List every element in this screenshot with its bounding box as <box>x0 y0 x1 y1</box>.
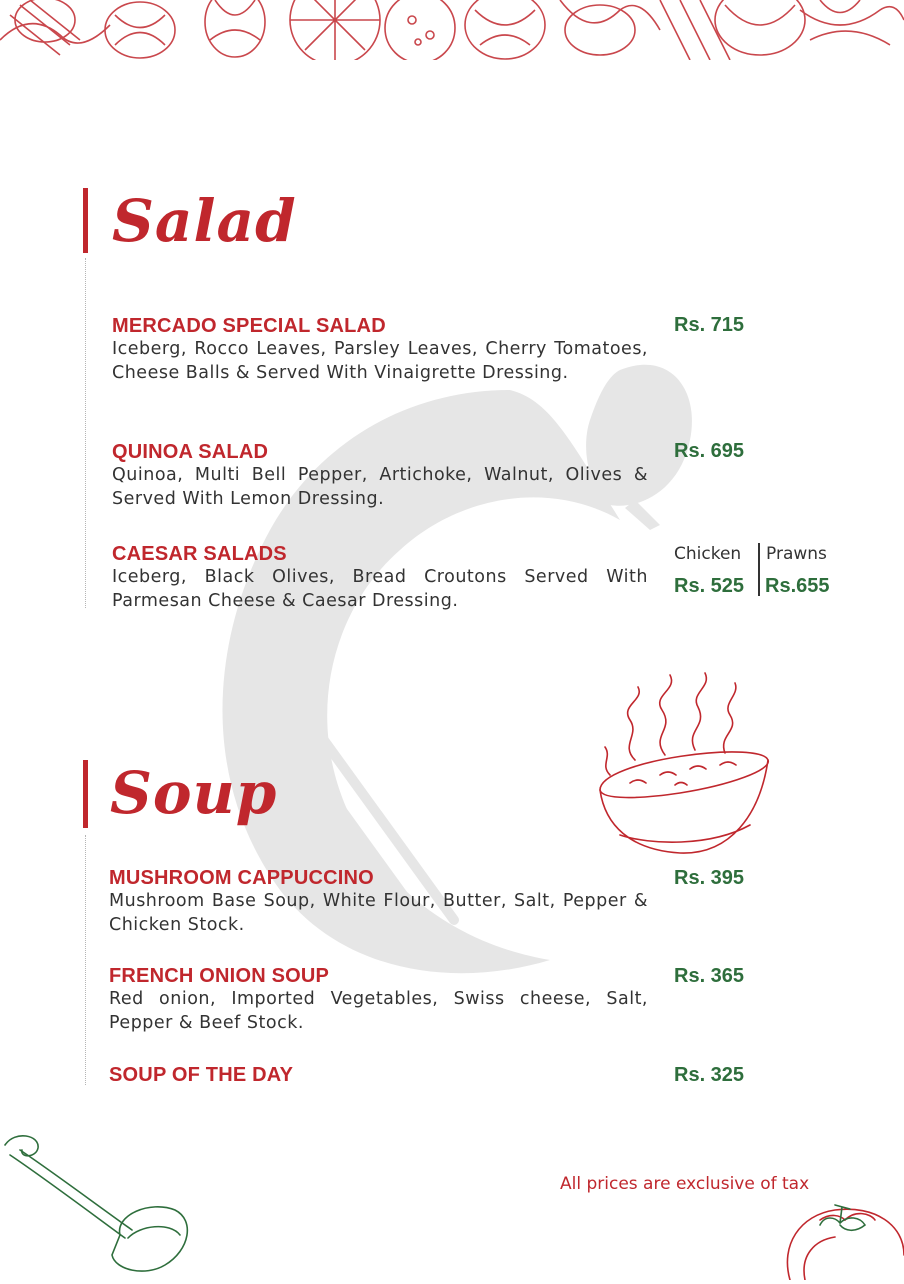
caesar-prawns-label: Prawns <box>766 544 827 564</box>
quinoa-salad-price: Rs. 695 <box>674 440 745 462</box>
quinoa-salad-desc: Quinoa, Multi Bell Pepper, Artichoke, Walnut, Olives & Served With Lemon Dressing. <box>112 465 648 509</box>
soup-bowl-sketch-icon <box>590 665 775 865</box>
caesar-chicken-price: Rs. 525 <box>674 575 745 597</box>
caesar-salads-name: CAESAR SALADS <box>112 543 287 565</box>
caesar-prawns-price: Rs.655 <box>765 575 830 597</box>
soup-of-the-day-price: Rs. 325 <box>674 1064 745 1086</box>
quinoa-salad-name: QUINOA SALAD <box>112 441 269 463</box>
soup-section-title: Soup <box>110 759 278 827</box>
french-onion-soup-desc: Red onion, Imported Vegetables, Swiss cheese, Salt, Pepper & Beef Stock. <box>109 989 648 1033</box>
ladle-sketch-icon <box>0 1130 200 1280</box>
french-onion-soup-name: FRENCH ONION SOUP <box>109 965 330 987</box>
tomato-sketch-icon <box>780 1185 904 1280</box>
salad-dotted-rule <box>85 258 86 608</box>
caesar-chicken-label: Chicken <box>674 544 742 564</box>
mushroom-cappuccino-name: MUSHROOM CAPPUCCINO <box>109 867 374 889</box>
mushroom-cappuccino-desc: Mushroom Base Soup, White Flour, Butter, Salt, Pepper & Chicken Stock. <box>109 891 648 935</box>
soup-dotted-rule <box>85 835 86 1085</box>
soup-section-bar <box>83 760 88 828</box>
mercado-special-salad-name: MERCADO SPECIAL SALAD <box>112 315 386 337</box>
mercado-special-salad-desc: Iceberg, Rocco Leaves, Parsley Leaves, Cherry Tomatoes, Cheese Balls & Served With Vinaigrette Dressing. <box>112 339 648 383</box>
tax-note: All prices are exclusive of tax <box>560 1174 810 1194</box>
mercado-special-salad-price: Rs. 715 <box>674 314 745 336</box>
salad-section-bar <box>83 188 88 253</box>
mushroom-cappuccino-price: Rs. 395 <box>674 867 745 889</box>
vegetable-sketch-band-icon <box>0 0 904 60</box>
salad-section-title: Salad <box>112 187 297 255</box>
french-onion-soup-price: Rs. 365 <box>674 965 745 987</box>
caesar-salads-desc: Iceberg, Black Olives, Bread Croutons Served With Parmesan Cheese & Caesar Dressing. <box>112 567 648 611</box>
caesar-variant-divider <box>758 543 760 596</box>
soup-of-the-day-name: SOUP OF THE DAY <box>109 1064 294 1086</box>
